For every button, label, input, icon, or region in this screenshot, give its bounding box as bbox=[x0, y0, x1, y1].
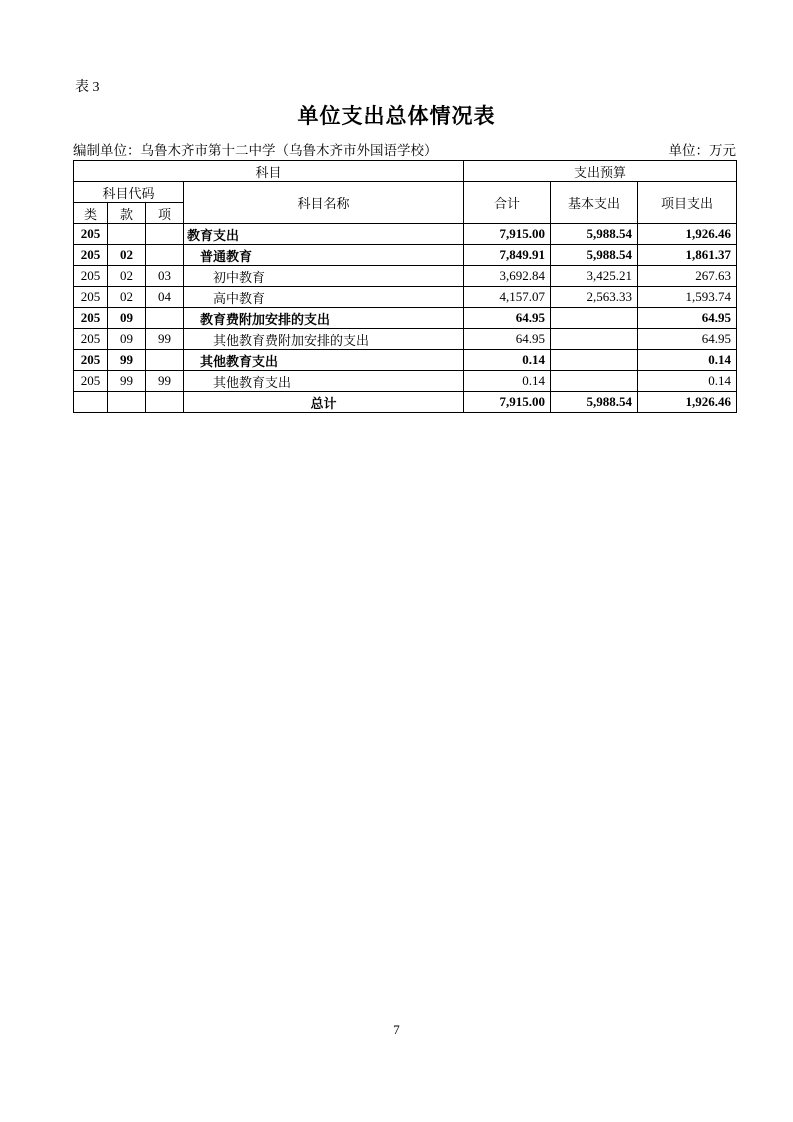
cell-subject-name: 总计 bbox=[184, 392, 464, 413]
cell-item: 03 bbox=[146, 266, 184, 287]
cell-project: 1,926.46 bbox=[638, 392, 737, 413]
cell-section: 99 bbox=[108, 371, 146, 392]
header-subject-code: 科目代码 bbox=[74, 182, 184, 203]
cell-project: 1,926.46 bbox=[638, 224, 737, 245]
table-row bbox=[74, 308, 737, 329]
cell-total: 0.14 bbox=[464, 350, 551, 371]
page-title: 单位支出总体情况表 bbox=[297, 104, 496, 128]
cell-subject-name: 其他教育费附加安排的支出 bbox=[184, 329, 464, 350]
cell-subject-name: 普通教育 bbox=[184, 245, 464, 266]
cell-project: 1,861.37 bbox=[638, 245, 737, 266]
cell-project: 267.63 bbox=[638, 266, 737, 287]
cell-section: 02 bbox=[108, 287, 146, 308]
header-total: 合计 bbox=[464, 182, 551, 224]
cell-section bbox=[108, 392, 146, 413]
cell-section: 99 bbox=[108, 350, 146, 371]
cell-basic bbox=[551, 350, 638, 371]
table-row bbox=[74, 329, 737, 350]
table-row bbox=[74, 266, 737, 287]
table-row bbox=[74, 350, 737, 371]
meta-line bbox=[73, 139, 736, 159]
cell-basic: 5,988.54 bbox=[551, 245, 638, 266]
cell-item: 99 bbox=[146, 329, 184, 350]
header-row-code bbox=[74, 182, 737, 203]
cell-basic: 5,988.54 bbox=[551, 392, 638, 413]
cell-item: 99 bbox=[146, 371, 184, 392]
table-row bbox=[74, 245, 737, 266]
header-class: 类 bbox=[74, 203, 108, 224]
cell-total: 64.95 bbox=[464, 308, 551, 329]
cell-basic bbox=[551, 329, 638, 350]
cell-project: 64.95 bbox=[638, 308, 737, 329]
cell-class: 205 bbox=[74, 308, 108, 329]
cell-project: 1,593.74 bbox=[638, 287, 737, 308]
cell-total: 64.95 bbox=[464, 329, 551, 350]
cell-subject-name: 教育支出 bbox=[184, 224, 464, 245]
table-row bbox=[74, 371, 737, 392]
cell-item bbox=[146, 350, 184, 371]
cell-section: 09 bbox=[108, 329, 146, 350]
cell-basic bbox=[551, 371, 638, 392]
header-section: 款 bbox=[108, 203, 146, 224]
cell-class bbox=[74, 392, 108, 413]
page-number: 7 bbox=[393, 1022, 400, 1037]
header-subject-group: 科目 bbox=[74, 161, 464, 182]
cell-section: 02 bbox=[108, 266, 146, 287]
cell-item bbox=[146, 245, 184, 266]
prepared-by: 编制单位：乌鲁木齐市第十二中学（乌鲁木齐市外国语学校） bbox=[73, 143, 438, 158]
header-item: 项 bbox=[146, 203, 184, 224]
cell-class: 205 bbox=[74, 371, 108, 392]
cell-section: 09 bbox=[108, 308, 146, 329]
cell-basic: 5,988.54 bbox=[551, 224, 638, 245]
cell-basic: 2,563.33 bbox=[551, 287, 638, 308]
table-row bbox=[74, 287, 737, 308]
header-row-groups bbox=[74, 161, 737, 182]
cell-basic bbox=[551, 308, 638, 329]
cell-class: 205 bbox=[74, 224, 108, 245]
cell-total: 3,692.84 bbox=[464, 266, 551, 287]
header-project: 项目支出 bbox=[638, 182, 737, 224]
cell-total: 0.14 bbox=[464, 371, 551, 392]
cell-class: 205 bbox=[74, 245, 108, 266]
expenditure-table bbox=[73, 160, 737, 413]
cell-subject-name: 其他教育支出 bbox=[184, 350, 464, 371]
cell-total: 4,157.07 bbox=[464, 287, 551, 308]
cell-project: 0.14 bbox=[638, 350, 737, 371]
cell-subject-name: 高中教育 bbox=[184, 287, 464, 308]
cell-class: 205 bbox=[74, 350, 108, 371]
cell-item bbox=[146, 392, 184, 413]
header-basic: 基本支出 bbox=[551, 182, 638, 224]
cell-total: 7,915.00 bbox=[464, 224, 551, 245]
cell-subject-name: 其他教育支出 bbox=[184, 371, 464, 392]
cell-total: 7,915.00 bbox=[464, 392, 551, 413]
cell-total: 7,849.91 bbox=[464, 245, 551, 266]
unit-note: 单位：万元 bbox=[668, 143, 736, 158]
cell-section: 02 bbox=[108, 245, 146, 266]
cell-item bbox=[146, 308, 184, 329]
cell-class: 205 bbox=[74, 329, 108, 350]
table-row-grand-total bbox=[74, 392, 737, 413]
header-subject-name: 科目名称 bbox=[184, 182, 464, 224]
cell-subject-name: 初中教育 bbox=[184, 266, 464, 287]
table-row bbox=[74, 224, 737, 245]
cell-project: 64.95 bbox=[638, 329, 737, 350]
cell-item: 04 bbox=[146, 287, 184, 308]
cell-class: 205 bbox=[74, 287, 108, 308]
cell-class: 205 bbox=[74, 266, 108, 287]
header-budget-group: 支出预算 bbox=[464, 161, 737, 182]
cell-basic: 3,425.21 bbox=[551, 266, 638, 287]
table-label: 表 3 bbox=[75, 80, 100, 95]
cell-item bbox=[146, 224, 184, 245]
cell-section bbox=[108, 224, 146, 245]
cell-project: 0.14 bbox=[638, 371, 737, 392]
cell-subject-name: 教育费附加安排的支出 bbox=[184, 308, 464, 329]
